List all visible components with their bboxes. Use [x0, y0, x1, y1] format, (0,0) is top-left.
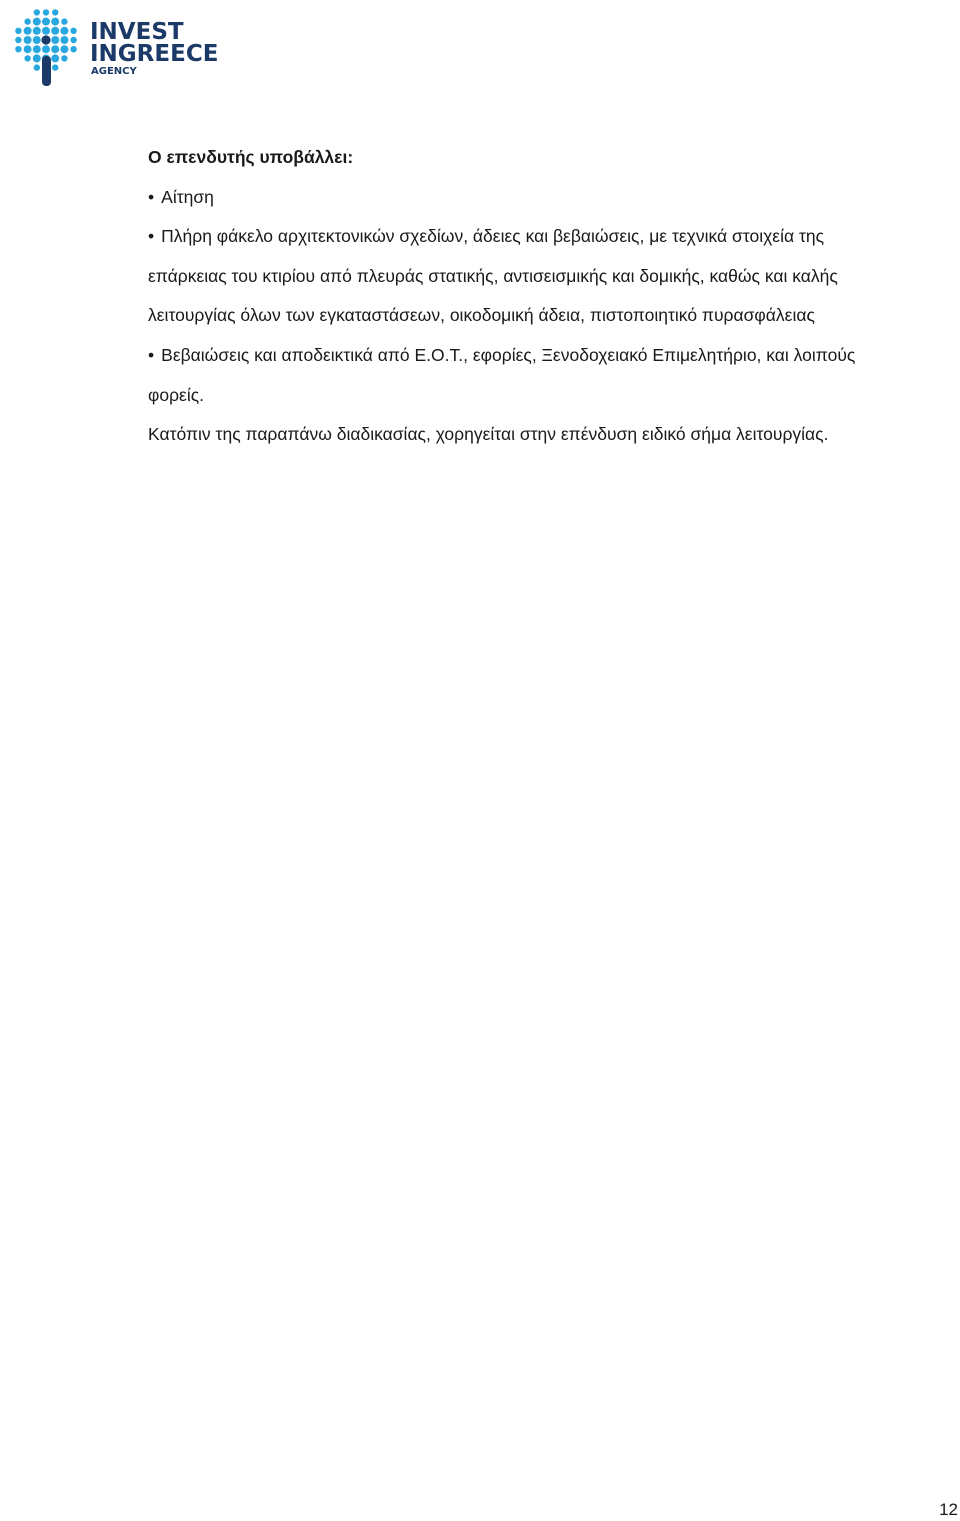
- logo-dot: [60, 36, 68, 44]
- document-body: [148, 138, 948, 455]
- closing-paragraph: Κατόπιν της παραπάνω διαδικασίας, χορηγείται στην επένδυση ειδικό σήμα λειτουργίας.: [148, 424, 829, 445]
- bullet-symbol: •: [148, 186, 155, 207]
- page-number: 12: [939, 1500, 958, 1519]
- bullet-item-3-text-line2: φορείς.: [148, 384, 205, 405]
- logo-dot: [51, 54, 59, 62]
- logo-dot: [61, 18, 67, 24]
- logo-dot: [42, 45, 50, 53]
- logo-dot: [33, 54, 41, 62]
- logo-dot: [42, 27, 50, 35]
- logo-dot: [70, 37, 76, 43]
- invest-in-greece-logo: [8, 6, 238, 90]
- logo-dot: [51, 27, 59, 35]
- logo-dot: [34, 64, 40, 70]
- logo-text-ingreece: INGREECE: [90, 41, 219, 67]
- logo-dot: [51, 36, 59, 44]
- logo-dot: [24, 45, 32, 53]
- bullet-symbol: •: [148, 226, 155, 247]
- logo-dot: [60, 45, 68, 53]
- logo-dot: [24, 27, 32, 35]
- logo-dot: [33, 27, 41, 35]
- logo-dot: [41, 35, 50, 44]
- bullet-item-2-text-line3: λειτουργίας όλων των εγκαταστάσεων, οικοδομική άδεια, πιστοποιητικό πυρασφάλειας: [148, 305, 815, 326]
- logo-dot: [52, 9, 58, 15]
- logo-dot: [70, 28, 76, 34]
- bullet-item-3-text-line1: Βεβαιώσεις και αποδεικτικά από Ε.Ο.Τ., εφορίες, Ξενοδοχειακό Επιμελητήριο, και λοιπούς: [161, 344, 856, 365]
- bullet-item-3: [148, 336, 948, 376]
- logo-dot: [42, 18, 50, 26]
- logo-text-invest: INVEST: [90, 19, 184, 45]
- logo-dot: [15, 46, 21, 52]
- bullet-item-1-text: Αίτηση: [161, 186, 214, 207]
- logo-dot: [33, 36, 41, 44]
- logo-dot: [24, 55, 30, 61]
- logo-dot: [61, 55, 67, 61]
- bullet-item-2-text-line1: Πλήρη φάκελο αρχιτεκτονικών σχεδίων, άδειες και βεβαιώσεις, με τεχνικά στοιχεία της: [161, 226, 825, 247]
- bullet-item-2: [148, 217, 948, 257]
- logo-dot: [15, 28, 21, 34]
- logo-dot: [24, 36, 32, 44]
- logo-dot: [34, 9, 40, 15]
- logo-dot: [43, 9, 49, 15]
- logo-text-agency: AGENCY: [91, 66, 137, 77]
- invest-in-greece-logo-icon: [8, 6, 238, 90]
- bullet-item-2-text-line2: επάρκειας του κτιρίου από πλευράς στατικής, αντισεισμικής και δομικής, καθώς και καλής: [148, 265, 838, 286]
- logo-dot: [33, 45, 41, 53]
- logo-dot: [52, 64, 58, 70]
- logo-dot: [33, 18, 41, 26]
- bullet-symbol: •: [148, 344, 155, 365]
- logo-pillar: [42, 56, 51, 86]
- bullet-item-1: [148, 178, 948, 218]
- logo-dot: [51, 45, 59, 53]
- logo-dot: [15, 37, 21, 43]
- section-heading: Ο επενδυτής υποβάλλει:: [148, 147, 354, 167]
- logo-dot: [24, 18, 30, 24]
- logo-dot: [60, 27, 68, 35]
- logo-dot: [51, 18, 59, 26]
- logo-dot: [70, 46, 76, 52]
